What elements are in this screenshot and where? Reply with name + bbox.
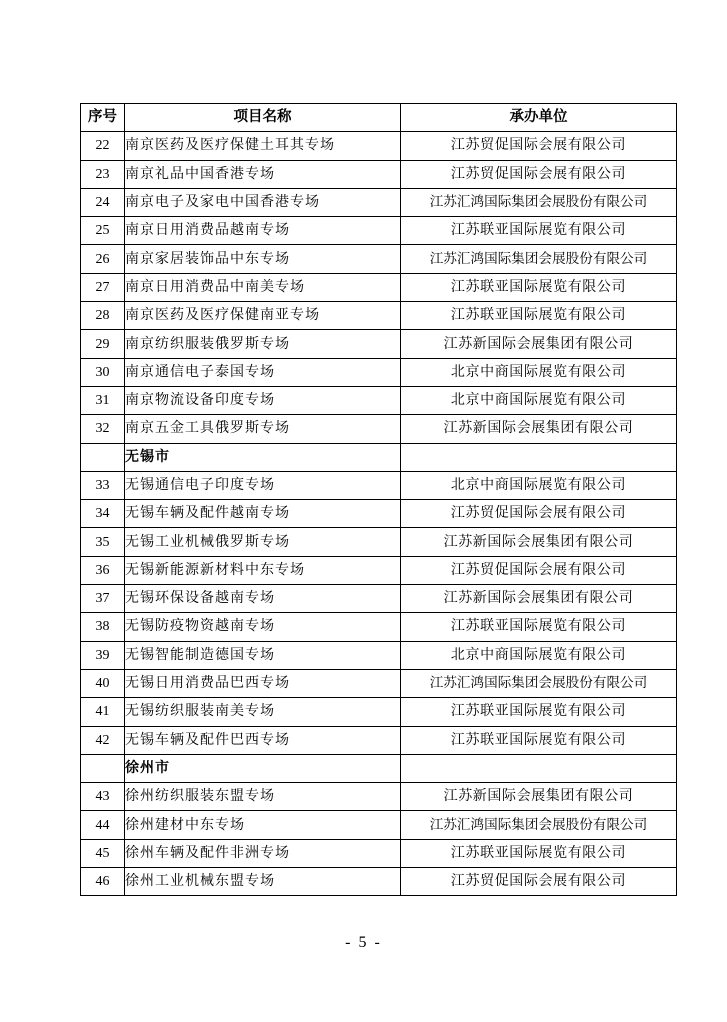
row-name: 徐州车辆及配件非洲专场 [125, 839, 401, 867]
row-no: 46 [81, 868, 125, 896]
row-org: 江苏联亚国际展览有限公司 [401, 613, 677, 641]
header-name: 项目名称 [125, 104, 401, 132]
row-org: 江苏汇鸿国际集团会展股份有限公司 [401, 245, 677, 273]
row-name: 徐州工业机械东盟专场 [125, 868, 401, 896]
table-row [81, 783, 677, 811]
table-row [81, 330, 677, 358]
row-name: 南京家居装饰品中东专场 [125, 245, 401, 273]
table-row [81, 726, 677, 754]
table-row [81, 868, 677, 896]
row-org: 江苏联亚国际展览有限公司 [401, 302, 677, 330]
row-name: 南京医药及医疗保健南亚专场 [125, 302, 401, 330]
page-number: - 5 - [345, 934, 382, 951]
row-org: 北京中商国际展览有限公司 [401, 358, 677, 386]
row-org: 江苏贸促国际会展有限公司 [401, 160, 677, 188]
table-row [81, 302, 677, 330]
row-org: 江苏贸促国际会展有限公司 [401, 132, 677, 160]
row-no: 29 [81, 330, 125, 358]
row-org: 江苏贸促国际会展有限公司 [401, 868, 677, 896]
row-name: 无锡车辆及配件巴西专场 [125, 726, 401, 754]
section-org-empty [401, 754, 677, 782]
row-name: 徐州建材中东专场 [125, 811, 401, 839]
row-org: 江苏新国际会展集团有限公司 [401, 330, 677, 358]
row-org: 江苏新国际会展集团有限公司 [401, 528, 677, 556]
section-title: 无锡市 [125, 443, 401, 471]
section-no-empty [81, 754, 125, 782]
row-org: 江苏联亚国际展览有限公司 [401, 839, 677, 867]
row-name: 无锡防疫物资越南专场 [125, 613, 401, 641]
row-name: 无锡日用消费品巴西专场 [125, 669, 401, 697]
header-org: 承办单位 [401, 104, 677, 132]
row-name: 无锡工业机械俄罗斯专场 [125, 528, 401, 556]
row-no: 28 [81, 302, 125, 330]
table-header-row [81, 104, 677, 132]
row-no: 40 [81, 669, 125, 697]
table-row [81, 273, 677, 301]
row-name: 徐州纺织服装东盟专场 [125, 783, 401, 811]
row-no: 23 [81, 160, 125, 188]
table-row [81, 188, 677, 216]
row-name: 南京医药及医疗保健土耳其专场 [125, 132, 401, 160]
row-no: 35 [81, 528, 125, 556]
row-org: 江苏汇鸿国际集团会展股份有限公司 [401, 669, 677, 697]
row-no: 42 [81, 726, 125, 754]
row-org: 北京中商国际展览有限公司 [401, 641, 677, 669]
row-name: 南京礼品中国香港专场 [125, 160, 401, 188]
table-row [81, 556, 677, 584]
table-row [81, 415, 677, 443]
row-name: 无锡环保设备越南专场 [125, 585, 401, 613]
row-org: 江苏贸促国际会展有限公司 [401, 556, 677, 584]
section-title: 徐州市 [125, 754, 401, 782]
table-row [81, 698, 677, 726]
row-no: 37 [81, 585, 125, 613]
row-no: 39 [81, 641, 125, 669]
row-no: 36 [81, 556, 125, 584]
row-no: 41 [81, 698, 125, 726]
table-row [81, 245, 677, 273]
table-row [81, 811, 677, 839]
row-no: 43 [81, 783, 125, 811]
row-org: 江苏汇鸿国际集团会展股份有限公司 [401, 811, 677, 839]
table-row [81, 839, 677, 867]
table-row [81, 641, 677, 669]
table-row [81, 528, 677, 556]
row-name: 南京电子及家电中国香港专场 [125, 188, 401, 216]
row-name: 南京日用消费品中南美专场 [125, 273, 401, 301]
row-no: 33 [81, 471, 125, 499]
row-name: 无锡车辆及配件越南专场 [125, 500, 401, 528]
table-row [81, 217, 677, 245]
project-table [80, 103, 677, 896]
row-org: 江苏汇鸿国际集团会展股份有限公司 [401, 188, 677, 216]
row-name: 南京纺织服装俄罗斯专场 [125, 330, 401, 358]
row-org: 北京中商国际展览有限公司 [401, 471, 677, 499]
row-org: 江苏联亚国际展览有限公司 [401, 217, 677, 245]
header-no: 序号 [81, 104, 125, 132]
row-name: 无锡纺织服装南美专场 [125, 698, 401, 726]
row-org: 江苏联亚国际展览有限公司 [401, 698, 677, 726]
section-row-wuxi [81, 443, 677, 471]
row-org: 江苏联亚国际展览有限公司 [401, 726, 677, 754]
row-org: 江苏新国际会展集团有限公司 [401, 415, 677, 443]
row-no: 25 [81, 217, 125, 245]
row-org: 江苏新国际会展集团有限公司 [401, 783, 677, 811]
table-row [81, 358, 677, 386]
section-row-xuzhou [81, 754, 677, 782]
row-org: 江苏新国际会展集团有限公司 [401, 585, 677, 613]
table-row [81, 613, 677, 641]
table-row [81, 386, 677, 414]
table-row [81, 471, 677, 499]
row-name: 南京物流设备印度专场 [125, 386, 401, 414]
row-no: 26 [81, 245, 125, 273]
section-org-empty [401, 443, 677, 471]
row-name: 南京日用消费品越南专场 [125, 217, 401, 245]
table-row [81, 132, 677, 160]
table-row [81, 500, 677, 528]
row-name: 南京五金工具俄罗斯专场 [125, 415, 401, 443]
row-org: 北京中商国际展览有限公司 [401, 386, 677, 414]
table-row [81, 585, 677, 613]
row-no: 38 [81, 613, 125, 641]
table-row [81, 669, 677, 697]
row-name: 无锡新能源新材料中东专场 [125, 556, 401, 584]
row-no: 44 [81, 811, 125, 839]
row-no: 24 [81, 188, 125, 216]
table-row [81, 160, 677, 188]
row-name: 无锡智能制造德国专场 [125, 641, 401, 669]
row-name: 无锡通信电子印度专场 [125, 471, 401, 499]
row-no: 22 [81, 132, 125, 160]
row-no: 32 [81, 415, 125, 443]
row-no: 27 [81, 273, 125, 301]
row-no: 45 [81, 839, 125, 867]
row-org: 江苏贸促国际会展有限公司 [401, 500, 677, 528]
row-org: 江苏联亚国际展览有限公司 [401, 273, 677, 301]
row-no: 31 [81, 386, 125, 414]
section-no-empty [81, 443, 125, 471]
row-no: 30 [81, 358, 125, 386]
row-no: 34 [81, 500, 125, 528]
row-name: 南京通信电子泰国专场 [125, 358, 401, 386]
